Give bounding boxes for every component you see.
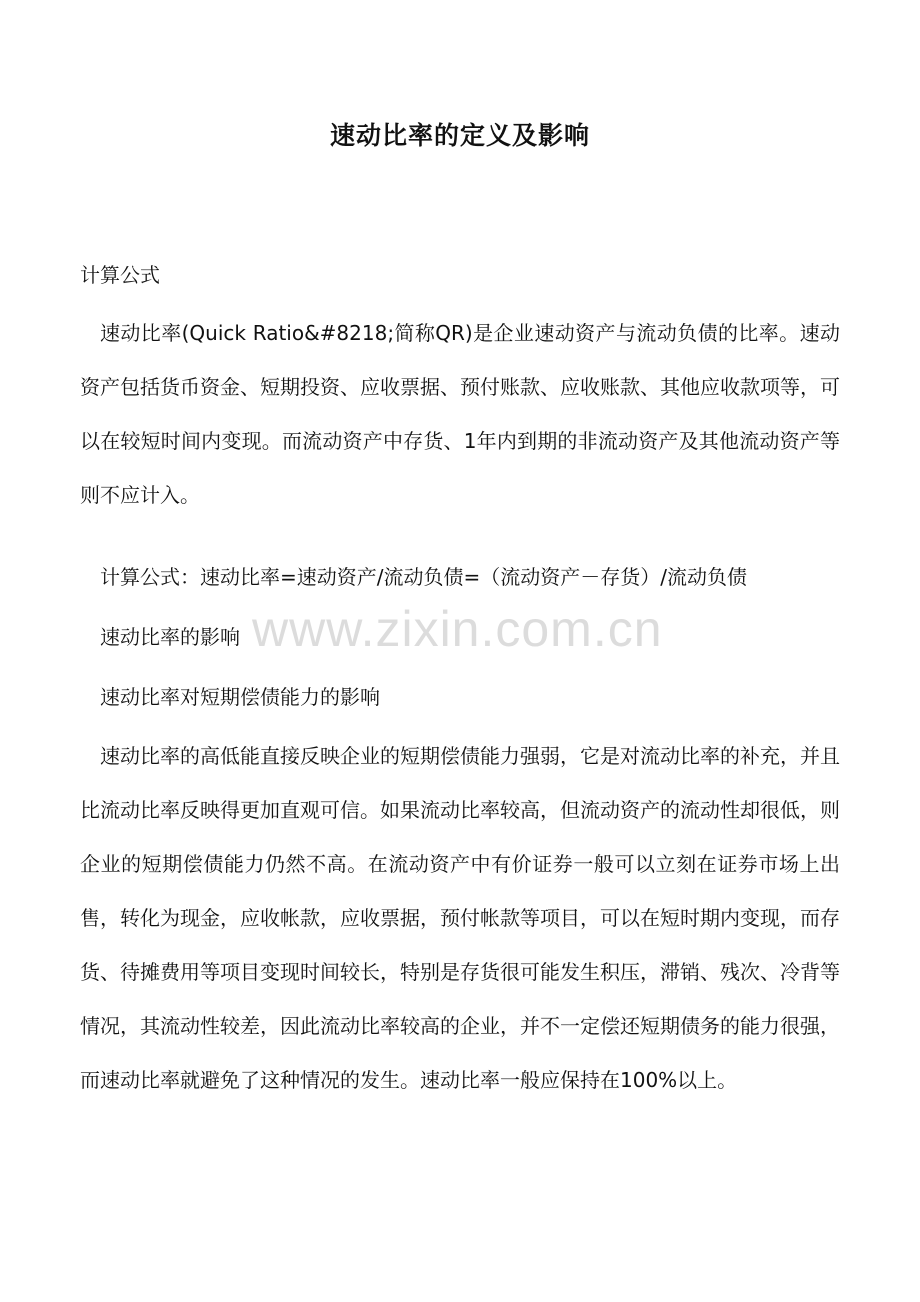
subheading-influence: 速动比率的影响 [100, 625, 240, 649]
watermark: www.zixin.com.cn [252, 601, 663, 657]
subheading-short-term-solvency: 速动比率对短期偿债能力的影响 [100, 685, 380, 709]
section-heading: 计算公式 [80, 263, 160, 287]
paragraph-influence-text: 速动比率的高低能直接反映企业的短期偿债能力强弱，它是对流动比率的补充，并且比流动比率反映得更加直观可信。如果流动比率较高，但流动资产的流动性却很低，则企业的短期偿债能力仍然不高。在流动资产中有价证券一般可以立刻在证券市场上出售，转化为现金，应收帐款，应收票据，预付帐款等项目，可以在短时期内变现，而存货、待摊费用等项目变现时间较长，特别是存货很可能发生积压，滞销、残次、冷背等情况，其流动性较差，因此流动比率较高的企业，并不一定偿还短期债务的能力很强，而速动比率就避免了这种情况的发生。速动比率一般应保持在100%以上。 [80, 744, 840, 1092]
page-title: 速动比率的定义及影响 [329, 121, 590, 150]
paragraph-influence [80, 729, 840, 1107]
paragraph-definition [80, 306, 840, 522]
formula-line: 计算公式：速动比率=速动资产/流动负债=（流动资产－存货）/流动负债 [100, 565, 747, 589]
paragraph-definition-text: 速动比率(Quick Ratio&#8218;简称QR)是企业速动资产与流动负债的比率。速动资产包括货币资金、短期投资、应收票据、预付账款、应收账款、其他应收款项等，可以在较短时间内变现。而流动资产中存货、1年内到期的非流动资产及其他流动资产等则不应计入。 [80, 321, 840, 507]
